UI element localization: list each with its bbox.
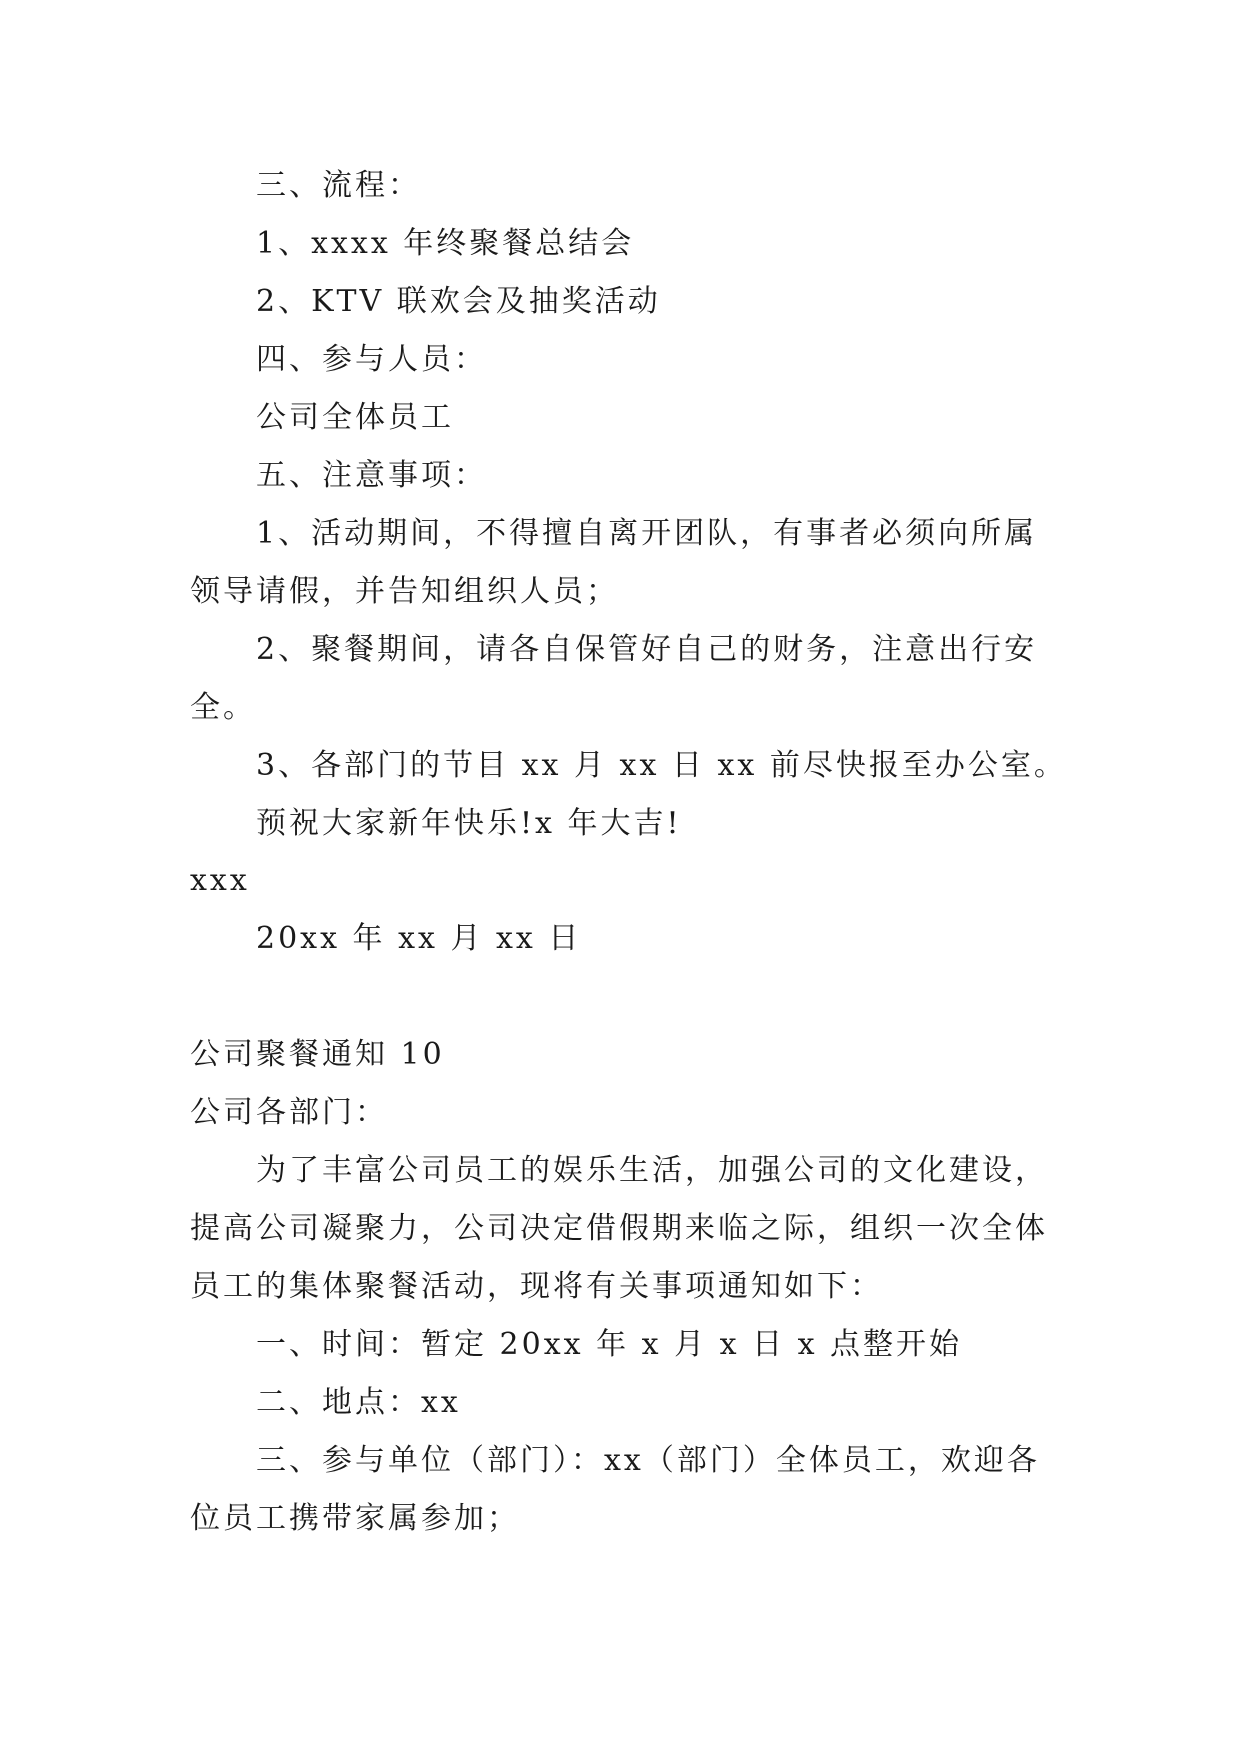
list-item: 1、xxxx 年终聚餐总结会 — [256, 226, 635, 261]
paragraph-line: 公司全体员工 — [256, 400, 454, 435]
notice-salutation: 公司各部门： — [190, 1095, 388, 1130]
paragraph-line: 提高公司凝聚力，公司决定借假期来临之际，组织一次全体 — [190, 1211, 1048, 1246]
list-item: 2、聚餐期间，请各自保管好自己的财务，注意出行安 — [256, 632, 1038, 667]
notice-location: 二、地点：xx — [256, 1385, 461, 1420]
greeting-line: 预祝大家新年快乐!x 年大吉! — [256, 806, 682, 841]
paragraph-line: 员工的集体聚餐活动，现将有关事项通知如下： — [190, 1269, 883, 1304]
section-heading-notes: 五、注意事项： — [256, 458, 487, 493]
section-heading-participants: 四、参与人员： — [256, 342, 487, 377]
signature-date: 20xx 年 xx 月 xx 日 — [256, 921, 582, 956]
signature-name: xxx — [190, 863, 250, 898]
section-heading-process: 三、流程： — [256, 168, 421, 203]
notice-participants: 三、参与单位（部门）：xx（部门）全体员工，欢迎各 — [256, 1443, 1040, 1478]
list-item: 2、KTV 联欢会及抽奖活动 — [256, 284, 661, 319]
list-item: 1、活动期间，不得擅自离开团队，有事者必须向所属 — [256, 516, 1038, 551]
list-item: 3、各部门的节目 xx 月 xx 日 xx 前尽快报至办公室。 — [256, 748, 1067, 783]
notice-time: 一、时间：暂定 20xx 年 x 月 x 日 x 点整开始 — [256, 1327, 963, 1362]
paragraph-line: 为了丰富公司员工的娱乐生活，加强公司的文化建设， — [256, 1153, 1048, 1188]
paragraph-line: 全。 — [190, 690, 256, 725]
notice-title: 公司聚餐通知 10 — [190, 1037, 445, 1072]
paragraph-line: 位员工携带家属参加； — [190, 1501, 520, 1536]
paragraph-line: 领导请假，并告知组织人员； — [190, 574, 619, 609]
